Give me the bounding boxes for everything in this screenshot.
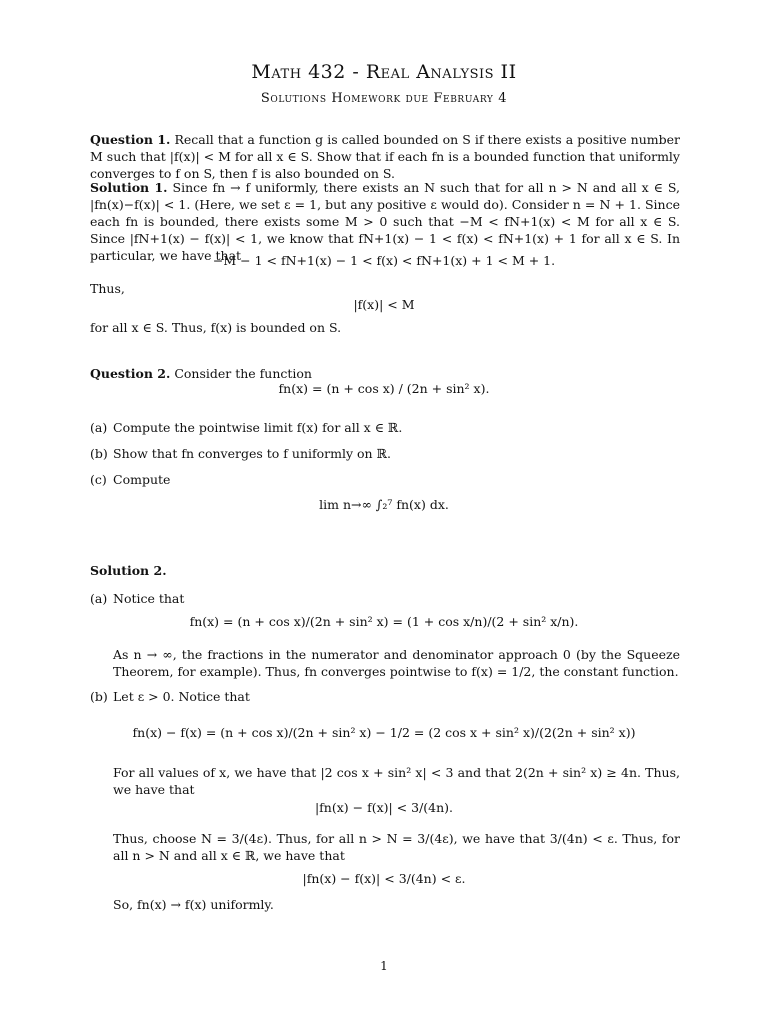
solution-1-inequality: −M − 1 < fN+1(x) − 1 < f(x) < fN+1(x) + 1 < M + 1. bbox=[212, 253, 556, 268]
solution-2b-ineq2: |fn(x) − f(x)| < 3/(4n) < ε. bbox=[302, 871, 466, 886]
solution-1-text: Since fn → f uniformly, there exists an N such that for all n > N and all x ∈ S, |fn(x)−f(x)| < 1. (Here, we set ε = 1, but any positive ε would do). Consider n = N + 1. Since each fn is bounded, there exists some M > 0 such that −M < fN+1(x) < M for all x ∈ S. Since |fN+1(x) − f(x)| < 1, we know that fN+1(x) − 1 < f(x) < fN+1(x) + 1 for all x ∈ S. In particular, we have that bbox=[90, 180, 680, 263]
page-title: Math 432 - Real Analysis II bbox=[251, 61, 517, 83]
solution-2-label-line bbox=[90, 562, 680, 579]
question-1 bbox=[90, 131, 680, 182]
item-text: Show that fn converges to f uniformly on ℝ. bbox=[113, 446, 391, 461]
solution-2b-ineq1: |fn(x) − f(x)| < 3/(4n). bbox=[314, 800, 454, 815]
item-text: For all values of x, we have that |2 cos x + sin² x| < 3 and that 2(2n + sin² x) ≥ 4n. Thus, we have that bbox=[113, 765, 680, 797]
item-text: Notice that bbox=[113, 591, 185, 606]
page-number: 1 bbox=[380, 959, 388, 973]
solution-2-label: Solution 2. bbox=[90, 563, 167, 578]
question-1-text: Recall that a function g is called bounded on S if there exists a positive number M such that |f(x)| < M for all x ∈ S. Show that if each fn is a bounded function that uniformly converges to f on S, then f is also bounded on S. bbox=[90, 132, 680, 181]
solution-1-bound: |f(x)| < M bbox=[353, 297, 415, 312]
question-2-limit-integral: lim n→∞ ∫₂⁷ fn(x) dx. bbox=[319, 497, 449, 512]
item-label: (a) bbox=[90, 591, 108, 606]
solution-2b-equation: fn(x) − f(x) = (n + cos x)/(2n + sin² x) − 1/2 = (2 cos x + sin² x)/(2(2n + sin² x)) bbox=[132, 725, 636, 740]
question-1-label: Question 1. bbox=[90, 132, 171, 147]
solution-1-thus: Thus, bbox=[90, 281, 125, 296]
question-2-intro: Consider the function bbox=[174, 366, 312, 381]
question-2-function: fn(x) = (n + cos x) / (2n + sin² x). bbox=[278, 381, 490, 396]
page-subtitle: Solutions Homework due February 4 bbox=[260, 91, 508, 106]
item-text: So, fn(x) → f(x) uniformly. bbox=[113, 897, 274, 912]
item-text: Compute bbox=[113, 472, 171, 487]
item-label: (c) bbox=[90, 472, 107, 487]
solution-1-conclusion: for all x ∈ S. Thus, f(x) is bounded on S. bbox=[90, 320, 342, 335]
item-label: (b) bbox=[90, 689, 108, 704]
solution-1-label: Solution 1. bbox=[90, 180, 168, 195]
item-label: (a) bbox=[90, 420, 108, 435]
item-text: As n → ∞, the fractions in the numerator and denominator approach 0 (by the Squeeze Theorem, for example). Thus, fn converges pointwise to f(x) = 1/2, the constant function. bbox=[113, 647, 680, 679]
item-text: Compute the pointwise limit f(x) for all x ∈ ℝ. bbox=[113, 420, 403, 435]
item-text: Let ε > 0. Notice that bbox=[113, 689, 250, 704]
item-label: (b) bbox=[90, 446, 108, 461]
question-2-label: Question 2. bbox=[90, 366, 171, 381]
item-text: Thus, choose N = 3/(4ε). Thus, for all n > N = 3/(4ε), we have that 3/(4n) < ε. Thus, for all n > N and all x ∈ ℝ, we have that bbox=[113, 831, 680, 863]
solution-2a-equation: fn(x) = (n + cos x)/(2n + sin² x) = (1 + cos x/n)/(2 + sin² x/n). bbox=[189, 614, 579, 629]
